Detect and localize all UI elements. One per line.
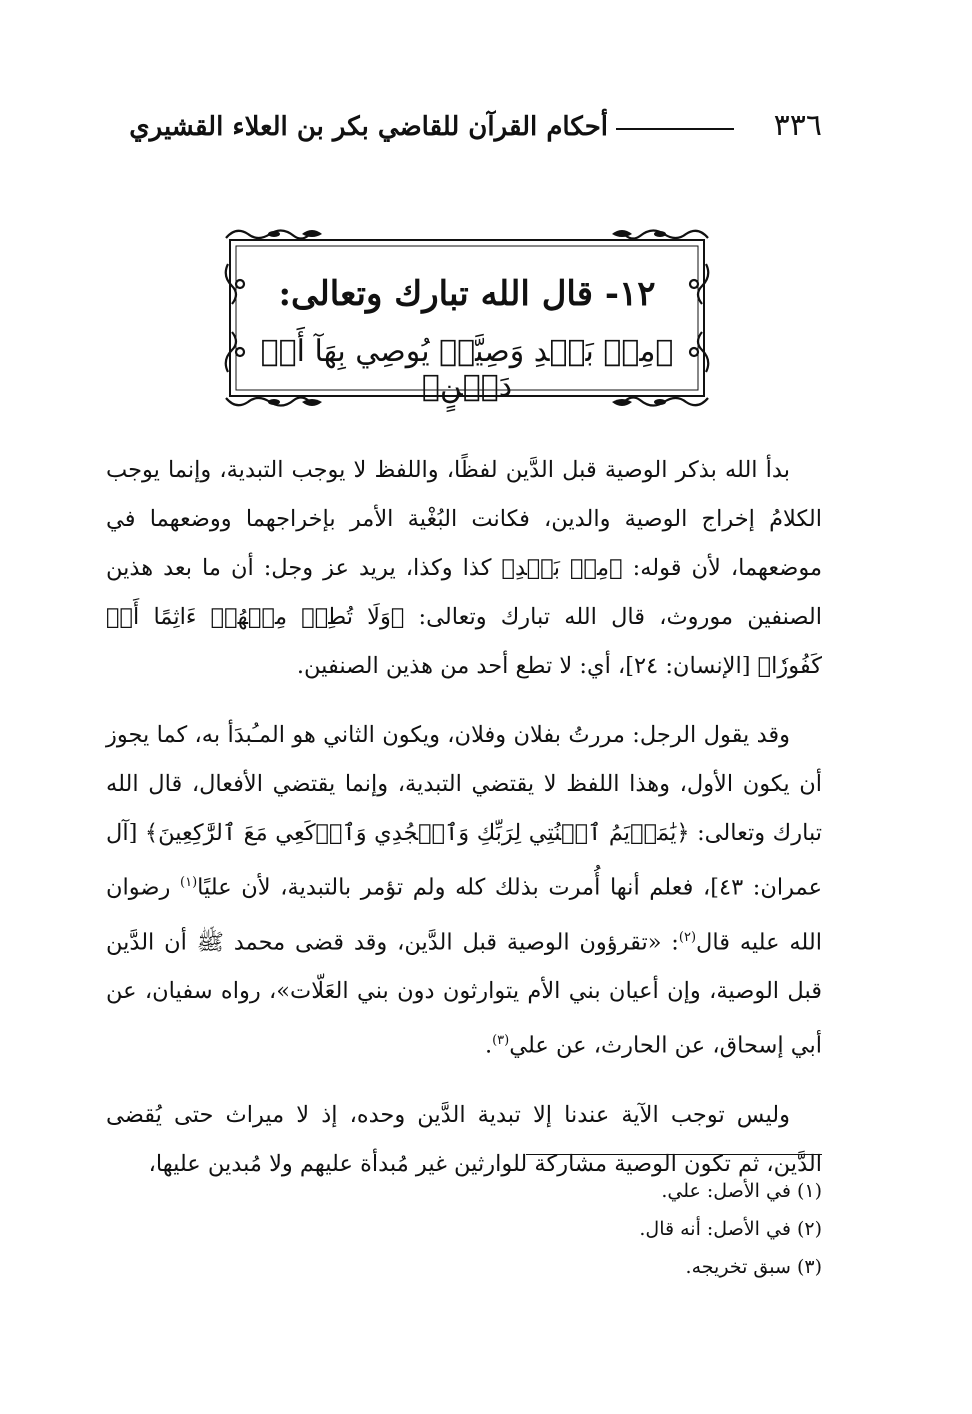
paragraph-2-part-b: رضوان الله عليه قال <box>106 874 822 955</box>
footnote-ref-2[interactable]: (٢) <box>678 929 697 945</box>
footnote-1: (١) في الأصل: علي. <box>661 1180 822 1202</box>
footnote-3: (٣) سبق تخريجه. <box>685 1256 822 1278</box>
footnote-ref-3[interactable]: (٣) <box>492 1033 510 1048</box>
paragraph-2-part-a: وقد يقول الرجل: مررتُ بفلان وفلان، ويكون الثاني هو المـُبدَأ به، كما يجوز أن يكون الأول، وهذا اللفظ لا يقتضي التبدية، وإنما يقتضي الأفعال، قال الله تبارك وتعالى: ﴿يَٰمَرۡيَمُ ٱقۡنُتِي لِرَبِّكِ وَٱسۡجُدِي وَٱرۡكَعِي مَعَ ٱلرَّٰكِعِينَ﴾ [آل عمران: ٤٣]، فعلم أنها أُمرت بذلك كله ولم تؤمر بالتبدية، لأن عليًا <box>106 722 822 901</box>
footnote-2: (٢) في الأصل: أنه قال. <box>639 1218 822 1240</box>
footnote-rule <box>526 1154 822 1155</box>
paragraph-2 <box>106 711 822 1071</box>
page-number: ٣٣٦ <box>773 108 822 143</box>
page-header <box>100 108 822 152</box>
paragraph-2-part-c: : «تقرؤون الوصية قبل الدَّين، وقد قضى محمد ﷺ أن الدَّين قبل الوصية، وإن أعيان بني الأم يتوارثون دون بني العَلّات»، رواه سفيان، عن أبي إسحاق، عن الحارث، عن علي <box>106 929 822 1059</box>
paragraph-2-end: . <box>484 1032 493 1059</box>
footnotes <box>639 1172 822 1286</box>
body-text <box>106 446 822 1209</box>
running-title: أحكام القرآن للقاضي بكر بن العلاء القشيري <box>129 112 608 142</box>
paragraph-3: وليس توجب الآية عندنا إلا تبدية الدَّين وحده، إذ لا ميراث حتى يُقضى الدَّين، ثم تكون الوصية مشاركة للوارثين غير مُبدأة عليهم ولا مُبدين عليها، <box>106 1101 822 1177</box>
ornamental-frame <box>222 224 712 410</box>
footnote-ref-1[interactable]: (١) <box>180 875 198 890</box>
paragraph-1: بدأ الله بذكر الوصية قبل الدَّين لفظًا، واللفظ لا يوجب التبدية، وإنما يوجب الكلامُ إخراج الوصية والدين، فكانت البُغْية الأمر بإخراجهما ووضعهما في موضعهما، لأن قوله: ﴿مِنۢ بَعۡدِ﴾ كذا وكذا، يريد عز وجل: أن ما بعد هذين الصنفين موروث، قال الله تبارك وتعالى: ﴿وَلَا تُطِعۡ مِنۡهُمۡ ءَاثِمًا أَوۡ كَفُورٗا﴾ [الإنسان: ٢٤]، أي: لا تطع أحد من هذين الصنفين. <box>106 457 822 679</box>
section-title: ١٢- قال الله تبارك وتعالى: <box>278 274 656 314</box>
section-verse: ﴿مِنۢ بَعۡدِ وَصِيَّةٖ يُوصِي بِهَآ أَوۡ دَيۡنٍ﴾ <box>260 334 674 404</box>
header-rule <box>616 128 734 130</box>
